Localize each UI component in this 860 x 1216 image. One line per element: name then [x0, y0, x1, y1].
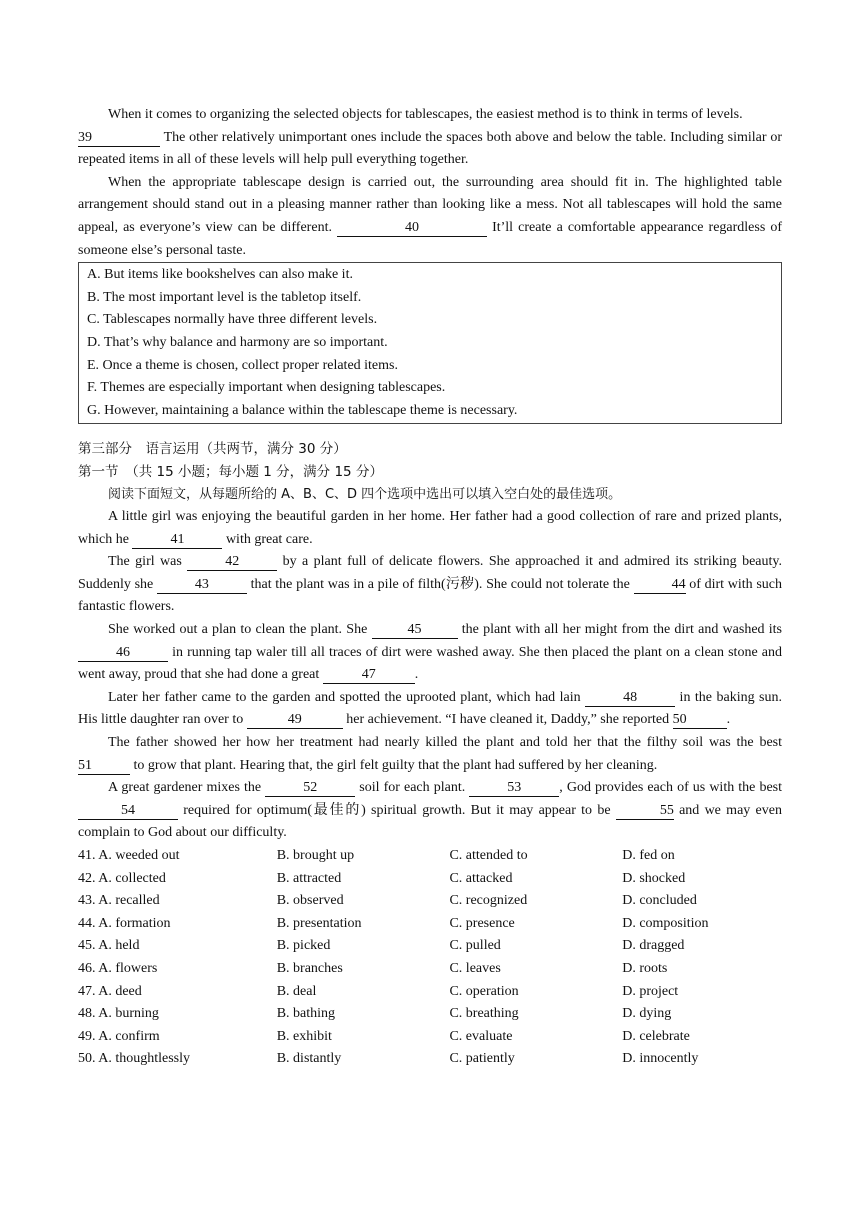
blank-53: 53: [469, 780, 559, 797]
blank-51: 51: [78, 758, 130, 775]
choice-d: D. roots: [622, 960, 668, 976]
blank-43: 43: [157, 577, 247, 594]
text: .: [414, 667, 419, 683]
choice-c: C. breathing: [449, 1006, 519, 1022]
text: A great gardener mixes the: [108, 780, 266, 796]
choice-a: 49. A. confirm: [78, 1028, 160, 1044]
text: with great care.: [222, 531, 313, 547]
choice-c: C. attended to: [449, 848, 528, 863]
choice-b: B. observed: [276, 893, 344, 909]
blank-52: 52: [265, 780, 355, 797]
choice-c: C. leaves: [449, 960, 501, 976]
section-subtitle: 第一节 （共 15 小题；每小题 1 分，满分 15 分）: [78, 463, 383, 480]
choice-a: 42. A. collected: [78, 870, 166, 886]
paragraph: [78, 687, 782, 732]
document-page: [78, 104, 782, 1071]
paragraph: [78, 104, 782, 172]
text: in the baking sun. His little daughter ran over to: [78, 689, 783, 728]
paragraph: [78, 777, 782, 845]
choice-a: 50. A. thoughtlessly: [78, 1051, 191, 1067]
choice-row-42: [78, 868, 782, 891]
choice-b: B. attracted: [276, 870, 342, 886]
choice-c: C. attacked: [449, 870, 513, 886]
text: , God provides each of us with the best: [559, 780, 783, 796]
choice-b: B. branches: [276, 960, 343, 976]
paragraph: [78, 619, 782, 687]
text: to grow that plant. Hearing that, the girl felt guilty that the plant had suffered by her cleaning.: [130, 757, 658, 773]
choice-row-49: [78, 1026, 782, 1049]
text: The father showed her how her treatment had nearly killed the plant and told her that the filthy soil was the best: [108, 735, 782, 751]
blank-44: 44: [634, 577, 686, 594]
choice-b: B. distantly: [276, 1051, 342, 1067]
choice-a: 47. A. deed: [78, 983, 142, 999]
choice-d: D. composition: [622, 915, 709, 931]
choice-d: D. dragged: [622, 938, 685, 954]
instruction: 阅读下面短文，从每题所给的 A、B、C、D 四个选项中选出可以填入空白处的最佳选项。: [108, 486, 622, 502]
blank-45: 45: [372, 622, 458, 639]
choice-d: D. innocently: [622, 1051, 699, 1067]
text: When the appropriate tablescape design is carried out, the surrounding area should fit in. The highlighted table arrangement should stand out in a pleasing manner rather than looking like a mess. Not all tablescapes will hold the same appeal, as everyone’s view can be different.: [78, 174, 782, 235]
option-d: D. That’s why balance and harmony are so important.: [87, 334, 388, 350]
text: A little girl was enjoying the beautiful garden in her home. Her father had a good collection of rare and prized plants, which he: [78, 509, 782, 547]
choice-row-41: [78, 845, 782, 868]
choice-row-47: [78, 981, 782, 1004]
text: The other relatively unimportant ones include the spaces both above and below the table. Including similar or repeated items in all of these levels will help pull everything together.: [78, 129, 782, 168]
paragraph: [78, 732, 782, 777]
choice-a: 46. A. flowers: [78, 960, 158, 976]
option-c: C. Tablescapes normally have three different levels.: [87, 312, 378, 328]
blank-41: 41: [132, 532, 222, 549]
choice-c: C. operation: [449, 983, 519, 999]
blank-42: 42: [187, 554, 277, 571]
text: soil for each plant.: [355, 780, 470, 796]
paragraph: [78, 506, 782, 551]
blank-49: 49: [247, 712, 343, 729]
option-g: G. However, maintaining a balance within the tablescape theme is necessary.: [87, 402, 518, 418]
text: her achievement. “I have cleaned it, Daddy,” she reported: [342, 712, 673, 728]
section-title: 第三部分 语言运用（共两节，满分 30 分）: [78, 441, 347, 458]
choice-row-45: [78, 935, 782, 958]
choice-d: D. fed on: [622, 848, 675, 863]
option-e: E. Once a theme is chosen, collect proper related items.: [87, 357, 398, 373]
blank-48: 48: [585, 690, 675, 707]
choice-a: 48. A. burning: [78, 1006, 159, 1022]
choice-c: C. presence: [449, 915, 515, 931]
text: and we may even complain to God about our difficulty.: [78, 802, 782, 841]
text: in running tap waler till all traces of dirt were washed away. She then placed the plant on a clean stone and went away, proud that she had done a great: [78, 644, 782, 683]
option-a: A. But items like bookshelves can also make it.: [87, 267, 353, 283]
paragraph: [78, 551, 782, 619]
text: the plant with all her might from the dirt and washed its: [457, 622, 782, 638]
blank-40: 40: [337, 220, 487, 237]
text: She worked out a plan to clean the plant. She: [108, 622, 372, 638]
text: When it comes to organizing the selected objects for tablescapes, the easiest method is to think in terms of levels.: [108, 107, 743, 122]
blank-55: 55: [616, 803, 674, 820]
text: It’ll create a comfortable appearance regardless of someone else’s personal taste.: [78, 219, 782, 258]
blank-39: 39: [78, 130, 160, 147]
choice-row-46: [78, 958, 782, 981]
options-box: [78, 262, 782, 424]
choice-row-44: [78, 913, 782, 936]
blank-50: 50: [673, 712, 727, 729]
choice-row-43: [78, 890, 782, 913]
option-f: F. Themes are especially important when designing tablescapes.: [87, 380, 446, 396]
choice-b: B. picked: [276, 938, 331, 954]
choice-row-50: [78, 1048, 782, 1071]
paragraph: [78, 172, 782, 262]
choice-d: D. celebrate: [622, 1028, 690, 1044]
choice-d: D. project: [622, 983, 679, 999]
choice-a: 43. A. recalled: [78, 893, 160, 909]
choice-b: B. brought up: [276, 848, 355, 863]
choices-list: [78, 845, 782, 1071]
choice-c: C. evaluate: [449, 1028, 513, 1044]
choice-c: C. patiently: [449, 1051, 515, 1067]
choice-b: B. presentation: [276, 915, 362, 931]
choice-c: C. recognized: [449, 893, 528, 909]
text: that the plant was in a pile of filth(污秽). She could not tolerate the: [246, 576, 634, 592]
choice-d: D. dying: [622, 1006, 672, 1022]
choice-d: D. shocked: [622, 870, 686, 886]
text: by a plant full of delicate flowers. She approached it and admired its striking beauty. Suddenly she: [78, 554, 782, 592]
text: of dirt with such fantastic flowers.: [78, 576, 782, 615]
choice-b: B. deal: [276, 983, 317, 999]
choice-a: 45. A. held: [78, 938, 140, 954]
choice-c: C. pulled: [449, 938, 501, 954]
blank-54: 54: [78, 803, 178, 820]
option-b: B. The most important level is the tabletop itself.: [87, 289, 362, 305]
blank-46: 46: [78, 645, 168, 662]
text: .: [726, 712, 731, 728]
choice-row-48: [78, 1003, 782, 1026]
choice-b: B. bathing: [276, 1006, 336, 1022]
choice-a: 44. A. formation: [78, 915, 171, 931]
text: The girl was: [108, 554, 188, 570]
text: Later her father came to the garden and spotted the uprooted plant, which had lain: [108, 689, 586, 705]
choice-a: 41. A. weeded out: [78, 848, 180, 863]
choice-b: B. exhibit: [276, 1028, 332, 1044]
text: required for optimum(最佳的) spiritual growth. But it may appear to be: [178, 802, 616, 818]
choice-d: D. concluded: [622, 893, 697, 909]
blank-47: 47: [323, 667, 415, 684]
